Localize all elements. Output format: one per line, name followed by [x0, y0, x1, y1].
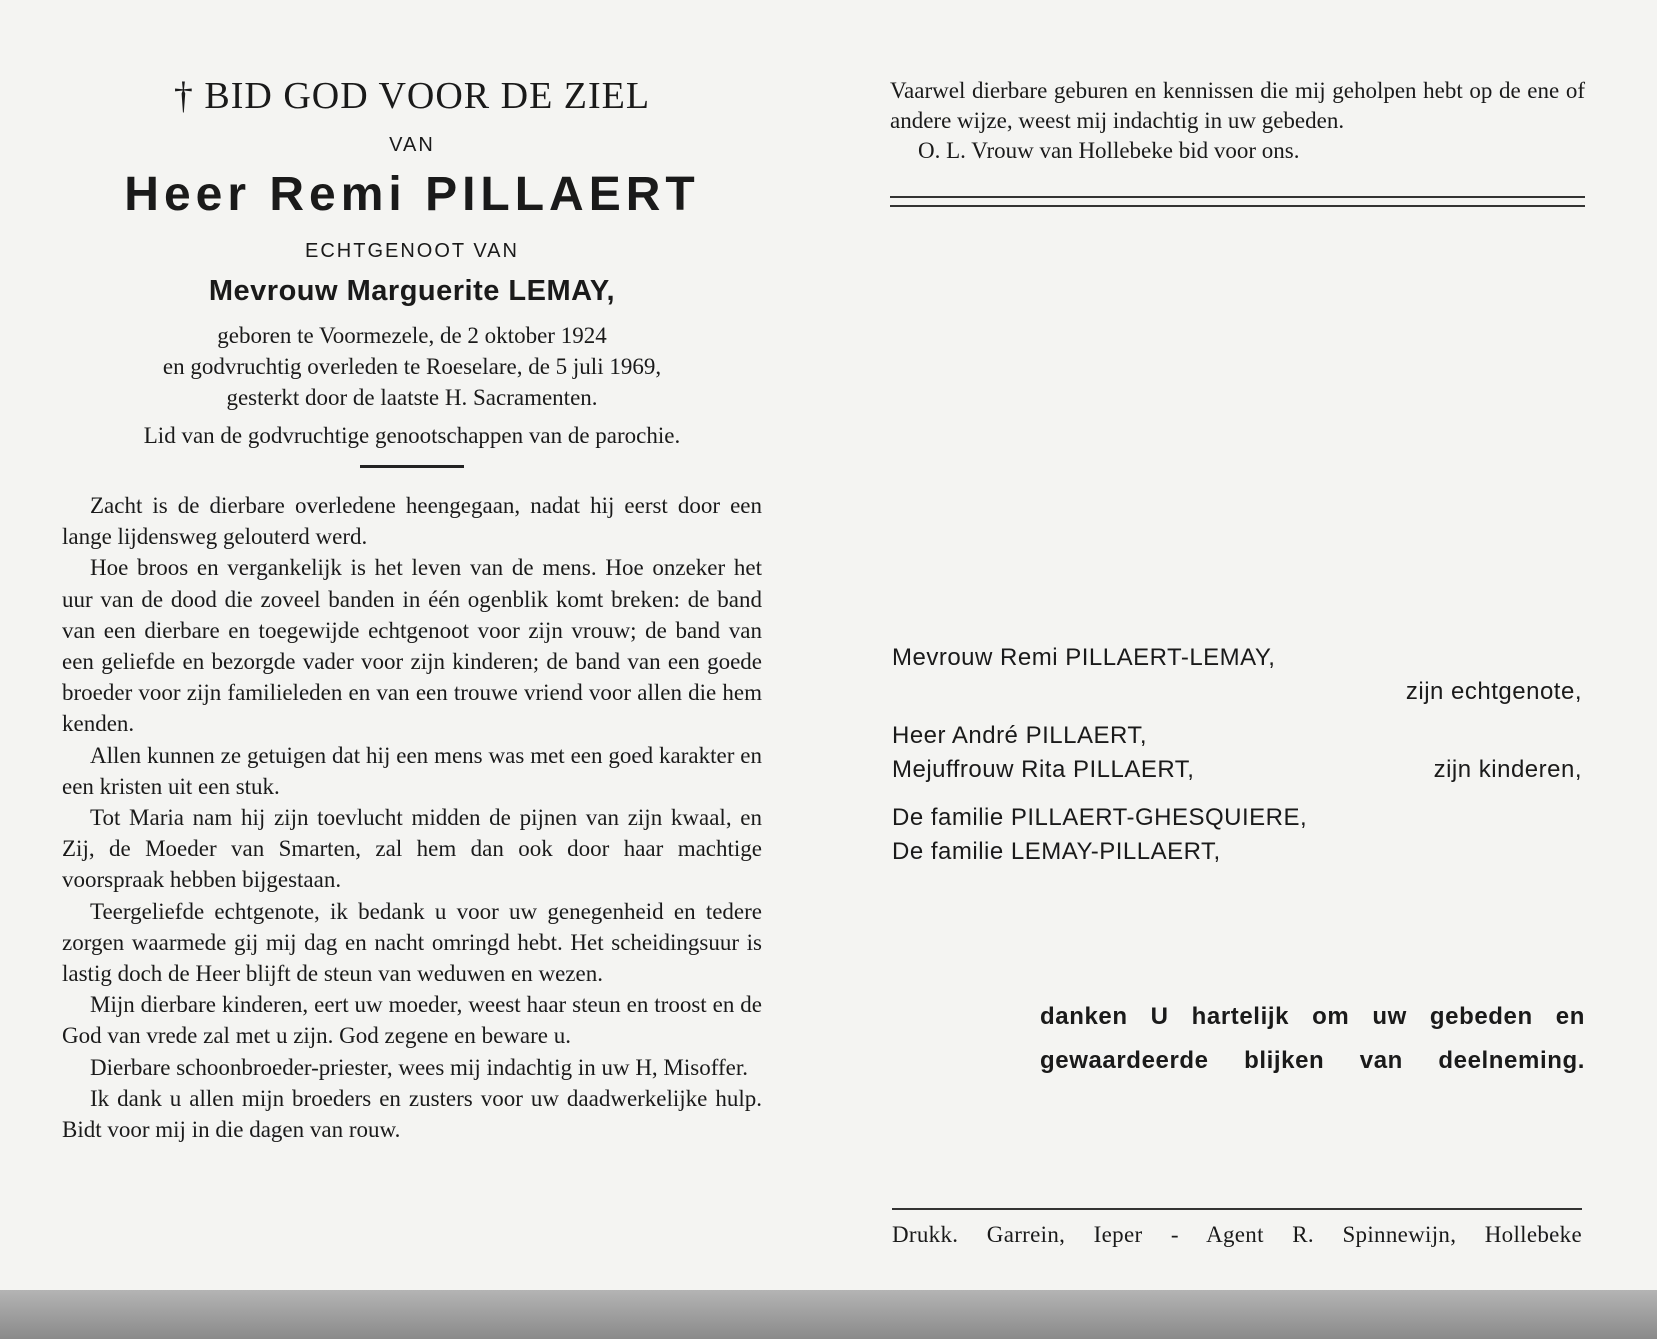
family-name: De familie PILLAERT-GHESQUIERE,	[892, 804, 1308, 831]
text-paragraph: Teergeliefde echtgenote, ik bedank u voor uw genegenheid en tedere zorgen waarmede gij mij dag en nacht omringd hebt. Het scheidingsuur is lastig doch de Heer blijft de steun van weduwen en wezen.	[62, 898, 762, 987]
text-paragraph: Zacht is de dierbare overledene heengegaan, nadat hij eerst door een lange lijdensweg gelouterd werd.	[62, 493, 762, 550]
van-label: VAN	[389, 134, 435, 156]
thanks-line: gewaardeerde blijken van deelneming.	[1040, 1047, 1585, 1074]
spouse-label: ECHTGENOOT VAN	[305, 240, 519, 262]
thanks-text	[1040, 995, 1585, 1083]
birth-line: geboren te Voormezele, de 2 oktober 1924	[217, 323, 607, 348]
child-row	[892, 753, 1582, 787]
text-paragraph: Tot Maria nam hij zijn toevlucht midden de pijnen van zijn kwaal, en Zij, de Moeder van Smarten, zal hem dan ook door haar machtige voorspraak hebben bijgestaan.	[62, 805, 762, 893]
sacraments-line: gesterkt door de laatste H. Sacramenten.	[226, 385, 598, 410]
widow-role: zijn echtgenote,	[1405, 678, 1582, 705]
footer-divider	[892, 1208, 1582, 1210]
thanks-line: danken U hartelijk om uw gebeden en	[1040, 1003, 1585, 1030]
prayer-line: O. L. Vrouw van Hollebeke bid voor ons.	[918, 138, 1300, 163]
life-dates	[62, 320, 762, 413]
prayer-heading: † BID GOD VOOR DE ZIEL	[173, 75, 651, 117]
family-name: De familie LEMAY-PILLAERT,	[892, 838, 1221, 865]
text-paragraph: Ik dank u allen mijn broeders en zusters voor uw daadwerkelijke hulp. Bidt voor mij in die dagen van rouw.	[62, 1085, 762, 1143]
deceased-name: Heer Remi PILLAERT	[124, 168, 700, 221]
text-paragraph: Dierbare schoonbroeder-priester, wees mij indachtig in uw H, Misoffer.	[90, 1054, 748, 1080]
text-paragraph: Hoe broos en vergankelijk is het leven van de mens. Hoe onzeker het uur van de dood die zoveel banden in één ogenblik komt breken: de band van een dierbare en toegewijde echtgenoot voor zijn vrouw; de band van een geliefde en bezorgde vader voor zijn kinderen; de band van een goede broeder voor zijn familieleden en van een trouwe vriend voor allen die hem kenden.	[62, 555, 762, 737]
child-name: Heer André PILLAERT,	[892, 722, 1148, 749]
child-name: Mejuffrouw Rita PILLAERT,	[892, 756, 1195, 783]
spouse-name: Mevrouw Marguerite LEMAY,	[208, 275, 616, 307]
widow-name: Mevrouw Remi PILLAERT-LEMAY,	[892, 644, 1276, 671]
death-line: en godvruchtig overleden te Roeselare, de 5 juli 1969,	[162, 354, 662, 379]
children-role: zijn kinderen,	[1433, 756, 1582, 783]
farewell-text: Vaarwel dierbare geburen en kennissen die mij geholpen hebt op de ene of andere wijze, weest mij indachtig in uw gebeden.	[890, 78, 1585, 133]
scan-background	[0, 1290, 1657, 1339]
divider	[360, 465, 464, 468]
membership-line: Lid van de godvruchtige genootschappen van de parochie.	[143, 423, 681, 448]
text-paragraph: Mijn dierbare kinderen, eert uw moeder, weest haar steun en troost en de God van vrede zal met u zijn. God zegene en beware u.	[62, 992, 762, 1049]
printer-credit: Drukk. Garrein, Ieper - Agent R. Spinnewijn, Hollebeke	[892, 1222, 1582, 1247]
text-paragraph: Allen kunnen ze getuigen dat hij een mens was met een goed karakter en een kristen uit een stuk.	[62, 742, 762, 799]
left-panel	[62, 70, 762, 1145]
double-divider	[890, 196, 1585, 207]
family-signers	[892, 641, 1582, 869]
right-panel	[890, 70, 1585, 207]
